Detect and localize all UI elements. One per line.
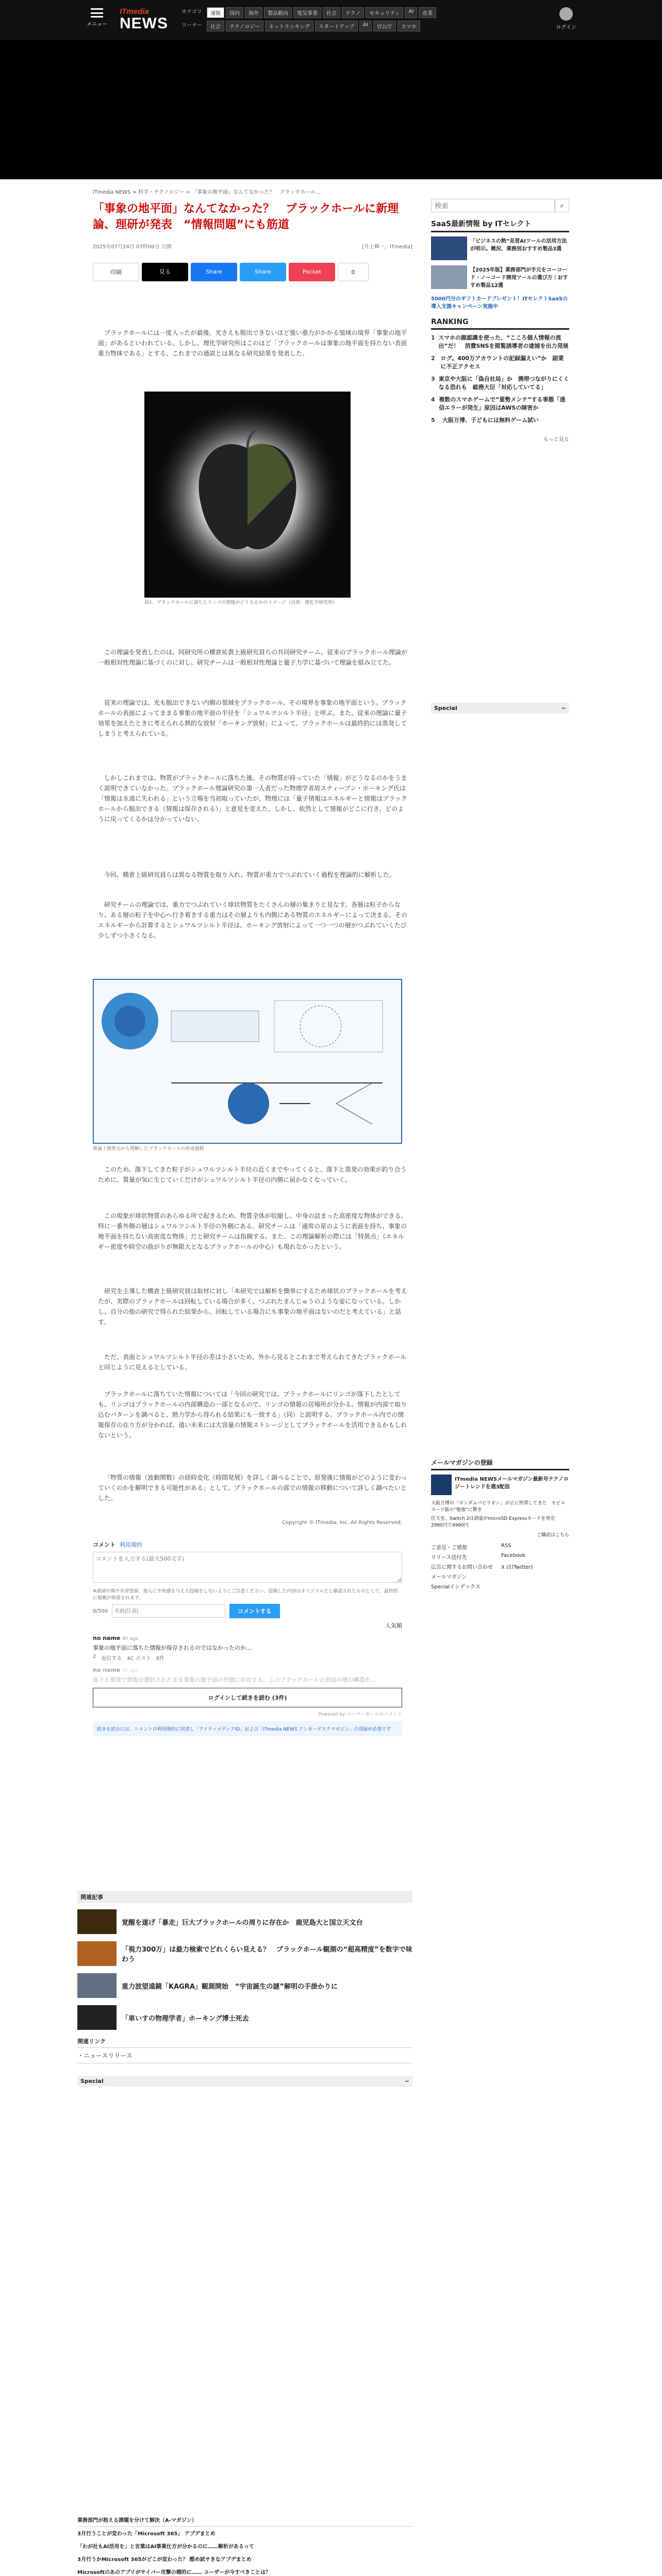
paragraph: 今回、横倉上級研究員らは異なる物質を取り入れ、物質が重力でつぶれていく過程を理論的に解析した。 [104, 871, 395, 878]
figure-caption: 図1．ブラックホールに落ちたリンゴの情報がどうなるかのイメージ（出典：理化学研究所） [144, 600, 338, 605]
sidebar-special-head: Special − [431, 703, 569, 714]
figure-apple-blackhole [144, 392, 351, 598]
comments-title: コメント [93, 1541, 115, 1548]
related-links-head: 関連リンク [77, 2038, 106, 2045]
paragraph: ただ、表面とシュワルツシルト半径の差は小さいため、外から見るとこれまで考えられてきたブラックホールと同じように見えるとしている。 [98, 1353, 407, 1371]
publish-date: 2025年07月24日 07時00分 公開 [93, 244, 172, 250]
nav-tab[interactable]: 電気事業 [293, 7, 321, 18]
thumbnail [77, 1973, 117, 1998]
related-item[interactable]: 「視力300万」は最力検索でどれくらい見える？ ブラックホール観測の“超高精度”を数字で味わう [77, 1941, 412, 1966]
feedback-link[interactable]: ご意見・ご感想 [431, 1545, 467, 1551]
search-input[interactable] [431, 199, 555, 212]
ad-banner[interactable] [0, 40, 662, 179]
related-item[interactable]: 「車いすの物理学者」ホーキング博士死去 [77, 2005, 412, 2030]
paragraph: ブラックホールに落ちていた情報については「今回の研究では、ブラックホールにリンゴが落下したとしても、リンゴはブラックホールの内部構造の一部となるので、リンゴの情報の居場所が分かる。情報が内部で取り込むパターンを調べると、熱力学から得られる結果にも一致する」（同）と説明する。ブラックホール内での情報保存の在り方が分かれば、遠い未来には大容量の情報ストレージとしてブラックホールを活用できるかもしれないという。 [98, 1391, 407, 1439]
x-link[interactable]: X (旧Twitter) [501, 1565, 533, 1570]
mail-item[interactable]: ITmedia NEWSメールマガジン最新号テクノロジートレンドを週3配信 [431, 1475, 569, 1495]
comment-count[interactable]: 0 [338, 263, 369, 281]
name-input[interactable] [112, 1604, 225, 1618]
menu-button[interactable]: メニュー [87, 8, 107, 27]
reply-button[interactable]: 返信する [101, 1656, 122, 1662]
nav-tab[interactable]: 社会 [323, 7, 340, 18]
nav-tab[interactable]: 国内 [226, 7, 243, 18]
hamburger-icon [91, 8, 103, 18]
sidebar-links [431, 1543, 569, 1590]
corner-tab[interactable]: 社会 [207, 21, 224, 31]
comment-item [93, 1635, 402, 1662]
search-icon[interactable]: ⌕ [555, 199, 569, 212]
share-bar [93, 263, 369, 281]
ad-link[interactable]: 3月行うかMicrosoft 365がどこが変わった？ 酷め試サきなアプデまとめ [77, 2557, 252, 2563]
mail-head: メールマガジンの登録 [431, 1458, 569, 1470]
ad-head: 業務部門が抱える課題を分けて解決（A-マガジン） [77, 2513, 412, 2527]
comment-login-note: 続きを読むには、コメントの利用規約に同意し「アイティメディアID」および「ITmedia NEWS アンカーデスクマガジン」の登録が必要です [93, 1721, 402, 1736]
paragraph: しかしこれまでは、物質がブラックホールに落ちた後、その物質が持っていた「情報」がどうなるのかをうまく説明できていなかった。ブラックホール理論研究の第一人者だった物理学者故スティーブン・ホーキング氏は「情報は永遠に失われる」という立場を当初取っていたが、物理には「量子情報はエネルギーと情報はブラックホールから脱出できる（情報は保存される）」と意見を変えた。しかし、依然として情報がどこに行き、どのように戻ってくるかは分かっていない。 [98, 774, 407, 823]
print-button[interactable]: 印刷 [93, 263, 139, 281]
comment-time: 5h ago [122, 1668, 138, 1673]
apple-illustration [144, 392, 351, 598]
corner-tab[interactable]: スタートアップ [315, 21, 358, 31]
corner-nav: コーナー 社会 テクノロジー ネットランキング スタートアップ AI 官公庁 スマホ [181, 21, 420, 31]
category-nav: カテゴリ 速報 国内 海外 製品動向 電気事業 社会 テクノ セキュリティ AI 産業 [181, 7, 436, 18]
comment-user: no name [93, 1635, 121, 1641]
related-articles [77, 1891, 412, 2087]
powered-by: Powered by コーマーガールのコメント [318, 1712, 402, 1717]
copyright: Copyright © ITmedia, Inc. All Rights Reserved. [282, 1520, 402, 1526]
top-navigation [0, 0, 662, 40]
corner-tab[interactable]: ネットランキング [265, 21, 313, 31]
rss-link[interactable]: RSS [501, 1543, 511, 1549]
site-logo[interactable]: ITmedia NEWS [120, 7, 168, 32]
replies-count[interactable]: 8件 [156, 1656, 165, 1662]
ranking-item[interactable]: 4 複数のスマホゲームで“重勢メンテ”する事態「通信エラーが発生」原因はAWSの障害か [431, 396, 566, 411]
ranking-item[interactable]: 3 東京や大阪に「偽自社局」か 携帯つながりにくくなる恐れも 総務大臣「対応していてる」 [431, 376, 569, 391]
article-meta [93, 242, 412, 250]
nav-tab[interactable]: 産業 [419, 7, 436, 18]
comment-user: no name [93, 1667, 121, 1673]
figure-caption: 理論上提供元から理解したブラックホールの形成過程 [93, 1146, 204, 1151]
login-button[interactable]: ログイン [545, 7, 587, 30]
post-count: 4C ポスト [127, 1656, 151, 1662]
corner-tab[interactable]: テクノロジー [226, 21, 263, 31]
thumbnail [431, 236, 467, 260]
sort-select[interactable]: 人気順 [385, 1622, 402, 1629]
paragraph: ブラックホールには一度入ったが最後、光さえも脱出できないほど強い重力がかかる領域の境界「事象の地平面」があるといわれている。しかし、理化学研究所はこのほど「ブラックホールは事象の地平面を持たない表面重力物体である」とする、これまでの通説とは異なる研究結果を発表した。 [98, 329, 407, 357]
nav-tab[interactable]: 製品動向 [264, 7, 292, 18]
paragraph: 研究チームの理論では、重力でつぶれていく球状物質をたくさんの層の集まりと見なす。各層は粒子からなり、ある層の粒子を中心へ行き着きする重力はその層よりも内側にある物質のエネルギーによって決まる。そのエネルギーから計算するとシュワルツシルト半径は、ホーキング放射によって一つ一つの層がつぶれていくたび少しずつ小さくなる。 [98, 901, 408, 939]
thumbnail [77, 2005, 117, 2030]
mail-sub[interactable]: 大阪万博の「ボンダムパビリオン」が正に停滞してきた モビルスーツ級の“勉強”に驚き [431, 1501, 566, 1513]
comment-item [93, 1667, 402, 1684]
thumbnail [77, 1941, 117, 1966]
comments-section [93, 1540, 412, 1736]
paragraph: 研究を主導した横倉上級研究員は取材に対し「本研究では解析を簡単にするため球状のブラックホールを考えたが、実際のブラックホールは回転している場合が多く、つぶれたまんじゅうのような姿になっている。しかし、自分の他の研究で得られた結果から、回転している場合にも事象の地平面はないのだと考えている」と話す。 [98, 1287, 407, 1326]
saas-head: SaaS最新情報 by ITセレクト [431, 218, 569, 232]
login-read-more-button[interactable]: ログインして続きを読む (3件) [93, 1688, 402, 1707]
release-link[interactable]: リリース送付先 [431, 1555, 467, 1561]
x-share-button[interactable]: 見る [142, 263, 188, 281]
ranking-item[interactable]: 1 スマホの顔認識を使った、“こころ個人情報の流出”だ！ 消費SNSを閲覧誘導者の逮捕を出力発展 [431, 334, 569, 349]
comment-text: 落下と蒸発で情報が選択されたまま事象の地平面の外側に存在する。このブラックホールの表面の層の構造が… [93, 1676, 376, 1683]
pocket-button[interactable]: Pocket [289, 263, 335, 281]
figure-diagram [93, 979, 402, 1144]
related-link[interactable]: ・ニュースリリース [77, 2047, 412, 2063]
ranking-item[interactable]: 5 大阪万博、子どもには無料ゲーム試い [431, 417, 539, 423]
nav-tab[interactable]: セキュリティ [366, 7, 403, 18]
saas-item[interactable]: 「ビジネスの熱”見習AIツールの活用方法が明示。概況、業務別おすすめ製品3選 [431, 236, 569, 260]
paragraph: 従来の理論では、光も脱出できない内側の領域をブラックホール、その境界を事象の地平面という。ブラックホールの表面によってままる事象の地平面の半径を「シュワルツシルト半径」と呼ぶ。また、従来の理論に量子効果を加えたときに考えられる熱的な放射「ホーキング放射」によって、ブラックホールは最終的には蒸発してしまうと考えられている。 [98, 699, 407, 737]
mail-sub[interactable]: 任天堂、Switch 2は酒量がmicroSD Expressカードを発売 2980円で4980円 [431, 1516, 560, 1528]
paragraph: この理論を発表したのは、同研究所の横倉祐貴上級研究員らの共同研究チーム。従来のブラックホール理論が一般相対性理論に基づくのに対し、研究チームは一般相対性理論と量子力学に基づいて理論を組み立てた。 [98, 649, 407, 666]
sidebar [431, 199, 569, 443]
author: [井上輝一，ITmedia] [361, 244, 412, 250]
breadcrumb[interactable]: ITmedia NEWS > 科学・テクノロジー > 「事象の地平面」なんてなかった？ ブラックホール… [93, 190, 321, 195]
special-index-link[interactable]: Specialインデックス [431, 1584, 481, 1590]
mailmag-link[interactable]: メールマガジン [431, 1574, 467, 1580]
ad-link[interactable]: 「わが社もAI活用を」と言葉はAI事業仕方が分かるのに……解析があるって [77, 2544, 254, 2550]
thumbnail [77, 1909, 117, 1934]
paragraph: このため、落下してきた粒子がシュワルツシルト半径の近くまでやってくると、落下と蒸発の効果が釣り合うために、質量が気に生じていくだけがシュワルツシルト半径の内側に届かなくなっていく。 [98, 1166, 407, 1183]
nav-tab[interactable]: 海外 [245, 7, 262, 18]
sponsored-links [77, 2513, 412, 2576]
like-count[interactable]: 2 [93, 1654, 96, 1659]
nav-tab[interactable]: テクノ [342, 7, 364, 18]
related-item[interactable]: 覚醒を遂げ「暴走」巨大ブラックホールの周りに存在か 鹿児島大と国立天文台 [77, 1909, 412, 1934]
policy-link[interactable]: 利用規約 [120, 1541, 142, 1548]
ad-link[interactable]: 3月行うことが変わった「Microsoft 365」 アプデまとめ [77, 2531, 216, 2537]
article-title: 「事象の地平面」なんてなかった？ ブラックホールに新理論、理研が発表 “情報問題”にも筋道 [93, 202, 399, 231]
thumbnail [431, 1475, 452, 1495]
ranking-more-link[interactable]: もっと見る [543, 437, 569, 443]
facebook-link[interactable]: Facebook [501, 1553, 525, 1558]
ad-link[interactable]: Microsoftのあのアプリがサイバー攻撃の標的に…… ユーザーが今すべきことは？ [77, 2570, 271, 2575]
submit-comment-button[interactable]: コメントする [229, 1604, 280, 1618]
ranking-head: RANKING [431, 318, 569, 330]
hatena-share-button[interactable]: Share [240, 263, 286, 281]
saas-item[interactable]: 【2025年版】業務部門が手元をコーコード・ノーコード開発ツールの選び方｜おすすめ製品12選 [431, 265, 569, 289]
special-head: Special − [77, 2076, 412, 2087]
mail-subscribe-link[interactable]: ご購読はこちら [536, 1533, 569, 1538]
ranking-item[interactable]: 2 ログ。400万アカウントの記録漏えい”か 副業に不正アクセス [431, 355, 564, 370]
facebook-share-button[interactable]: Share [191, 263, 237, 281]
comment-time: 4h ago [122, 1636, 138, 1641]
collapse-diagram [94, 980, 401, 1143]
corner-tab[interactable]: スマホ [398, 21, 420, 31]
char-count: 0/500 [93, 1608, 108, 1614]
user-icon [559, 7, 573, 21]
mail-section [431, 1458, 569, 1590]
comment-textarea[interactable] [93, 1552, 402, 1583]
nav-tab[interactable]: AI [405, 7, 417, 18]
paragraph: 「物質の情報（波動関数）の経時変化（時間発展）を詳しく調べることで、原発後に情報がどのように変わっていくのかを解明できる可能性がある」として、ブラックホールの部での情報の移動について詳しく調べたいとした。 [98, 1474, 407, 1502]
related-item[interactable]: 重力波望遠鏡「KAGRA」観測開始 “宇宙誕生の謎”解明の手掛かりに [77, 1973, 412, 1998]
related-head: 関連記事 [77, 1891, 412, 1903]
nav-tab[interactable]: 速報 [207, 7, 224, 18]
corner-tab[interactable]: 官公庁 [373, 21, 396, 31]
comment-notice: ※誹謗中傷や名誉毀損、他人に不快感を与える投稿をしないようにご注意ください。投稿した内容はオリジナルだと確認されたものとして、最終的に掲載が保留されます。 [93, 1589, 398, 1601]
saas-promo[interactable]: 5000円分のギフトカードプレゼント！ITセレクトSaaSの導入支援キャンペーン実施中 [431, 296, 568, 310]
thumbnail [431, 265, 467, 289]
paragraph: この現象が球状物質のあらゆる所で起きるため、物質全体が収縮し、中身の詰まった高密度な物体ができる。特に一番外側の層はシュワルツシルト半径の外側にある。研究チームは「通常の星のように表面を持ち、事象の地平面を持たない高密度な物体」だと研究チームは指摘する。また、この理論解析の際には「特異点」（エネルギー密度や時空の曲がりが無限大となるブラックホールの中心）も現れなかったという。 [98, 1212, 407, 1250]
corner-tab[interactable]: AI [359, 21, 372, 31]
comment-text: 事象の地平面に落ちた情報が保存されるのではなかったのか… [93, 1645, 252, 1651]
ad-inquiry-link[interactable]: 広告に関するお問い合わせ [431, 1565, 493, 1570]
